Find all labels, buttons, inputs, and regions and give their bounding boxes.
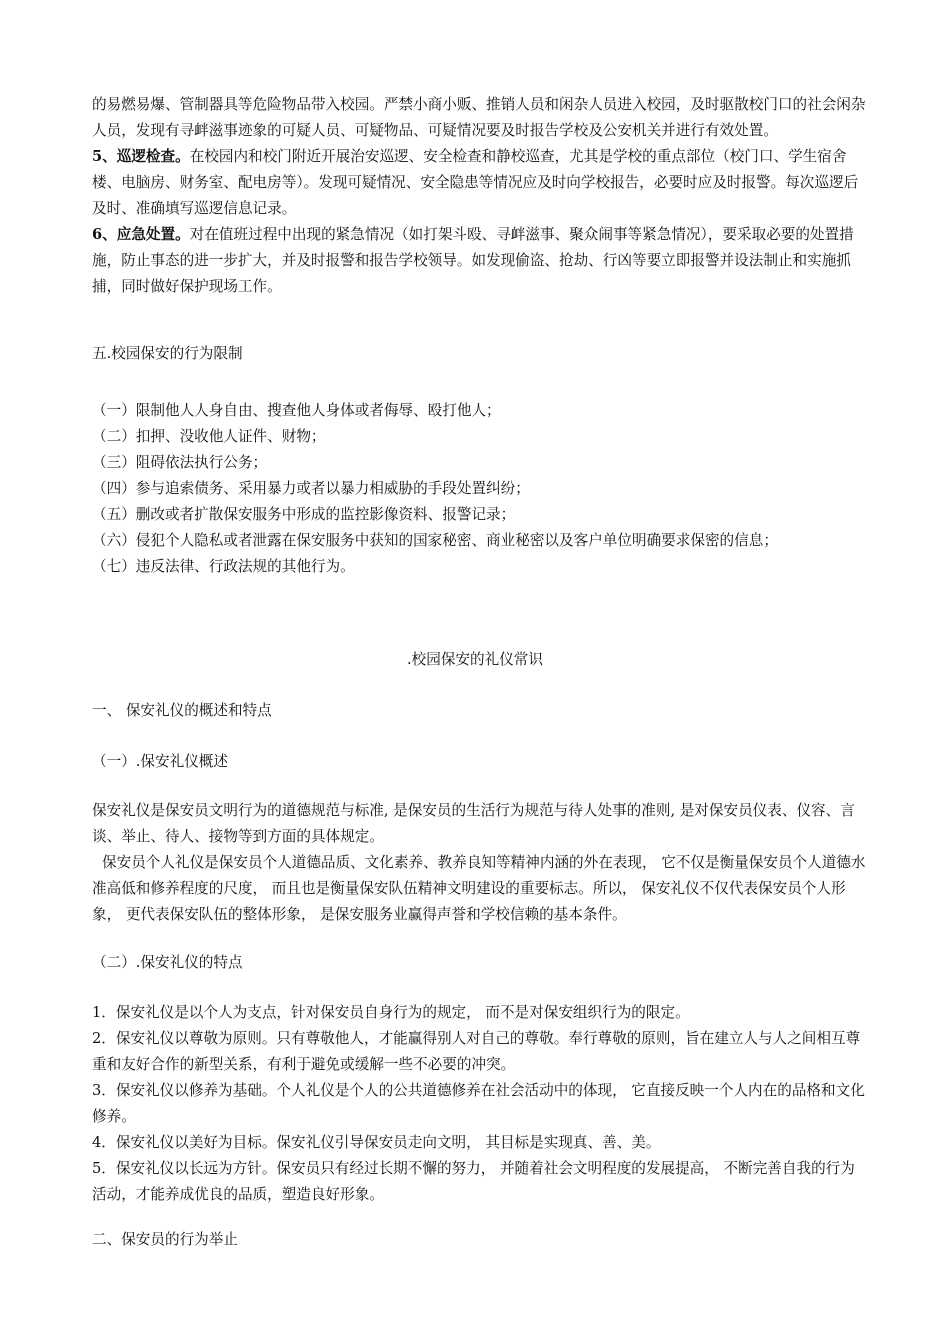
features-list <box>92 1000 867 1208</box>
item-6-text: 对在值班过程中出现的紧急情况（如打架斗殴、寻衅滋事、聚众闹事等紧急情况），要采取必要的处置措施，防止事态的进一步扩大，并及时报警和报告学校领导。如发现偷盗、抢劫、行凶等要立即报警并设法制止和实施抓捕，同时做好保护现场工作。 <box>92 226 854 295</box>
item-5-text: 在校园内和校门附近开展治安巡逻、安全检查和静校巡查，尤其是学校的重点部位（校门口、学生宿舍楼、电脑房、财务室、配电房等）。发现可疑情况、安全隐患等情况应及时向学校报告，必要时应及时报警。每次巡逻后及时、准确填写巡逻信息记录。 <box>92 148 859 217</box>
section-5-heading: 五.校园保安的行为限制 <box>92 345 243 362</box>
restriction-list <box>92 398 867 580</box>
heading-1: 一、 保安礼仪的概述和特点 <box>92 702 272 719</box>
heading-2: 二、保安员的行为举止 <box>92 1231 238 1248</box>
item-5-title: 5、巡逻检查。 <box>92 148 190 165</box>
restriction-item: （五）删改或者扩散保安服务中形成的监控影像资料、报警记录； <box>92 506 516 523</box>
restriction-item: （二）扣押、没收他人证件、财物； <box>92 428 326 445</box>
restriction-item: （四）参与追索债务、采用暴力或者以暴力相威胁的手段处置纠纷； <box>92 480 530 497</box>
restriction-item: （七）违反法律、行政法规的其他行为。 <box>92 558 355 575</box>
restriction-item: （六）侵犯个人隐私或者泄露在保安服务中获知的国家秘密、商业秘密以及客户单位明确要求保密的信息； <box>92 532 778 549</box>
intro-paragraph: 的易燃易爆、管制器具等危险物品带入校园。严禁小商小贩、推销人员和闲杂人员进入校园，及时驱散校门口的社会闲杂人员，发现有寻衅滋事迹象的可疑人员、可疑物品、可疑情况要及时报告学校及公安机关并进行有效处置。 <box>92 96 866 139</box>
restriction-item: （一）限制他人人身自由、搜查他人身体或者侮辱、殴打他人； <box>92 402 501 419</box>
heading-1-2: （二）.保安礼仪的特点 <box>92 954 243 971</box>
intro-block <box>92 92 867 300</box>
feature-item: 1．保安礼仪是以个人为支点，针对保安员自身行为的规定， 而不是对保安组织行为的限定。 <box>92 1004 690 1021</box>
feature-item: 3．保安礼仪以修养为基础。个人礼仪是个人的公共道德修养在社会活动中的体现， 它直接反映一个人内在的品格和文化修养。 <box>92 1082 865 1125</box>
feature-item: 4．保安礼仪以美好为目标。保安礼仪引导保安员走向文明， 其目标是实现真、善、美。 <box>92 1134 661 1151</box>
heading-1-1: （一）.保安礼仪概述 <box>92 753 228 770</box>
feature-item: 2．保安礼仪以尊敬为原则。只有尊敬他人，才能赢得别人对自己的尊敬。奉行尊敬的原则，旨在建立人与人之间相互尊重和友好合作的新型关系，有利于避免或缓解一些不必要的冲突。 <box>92 1030 861 1073</box>
item-6 <box>92 222 867 300</box>
feature-item: 5．保安礼仪以长远为方针。保安员只有经过长期不懈的努力， 并随着社会文明程度的发展提高， 不断完善自我的行为活动，才能养成优良的品质，塑造良好形象。 <box>92 1160 855 1203</box>
overview-block <box>92 798 867 928</box>
overview-paragraph-2: 保安员个人礼仪是保安员个人道德品质、文化素养、教养良知等精神内涵的外在表现， 它不仅是衡量保安员个人道德水准高低和修养程度的尺度， 而且也是衡量保安队伍精神文明建设的重要标志。所以， 保安礼仪不仅代表保安员个人形象， 更代表保安队伍的整体形象， 是保安服务业赢得声誉和学校信赖的基本条件。 <box>92 854 866 923</box>
item-6-title: 6、应急处置。 <box>92 226 190 243</box>
etiquette-title: .校园保安的礼仪常识 <box>407 651 543 668</box>
item-5 <box>92 144 867 222</box>
restriction-item: （三）阻碍依法执行公务； <box>92 454 268 471</box>
overview-paragraph-1: 保安礼仪是保安员文明行为的道德规范与标准, 是保安员的生活行为规范与待人处事的准则, 是对保安员仪表、仪容、言谈、举止、待人、接物等到方面的具体规定。 <box>92 802 855 845</box>
